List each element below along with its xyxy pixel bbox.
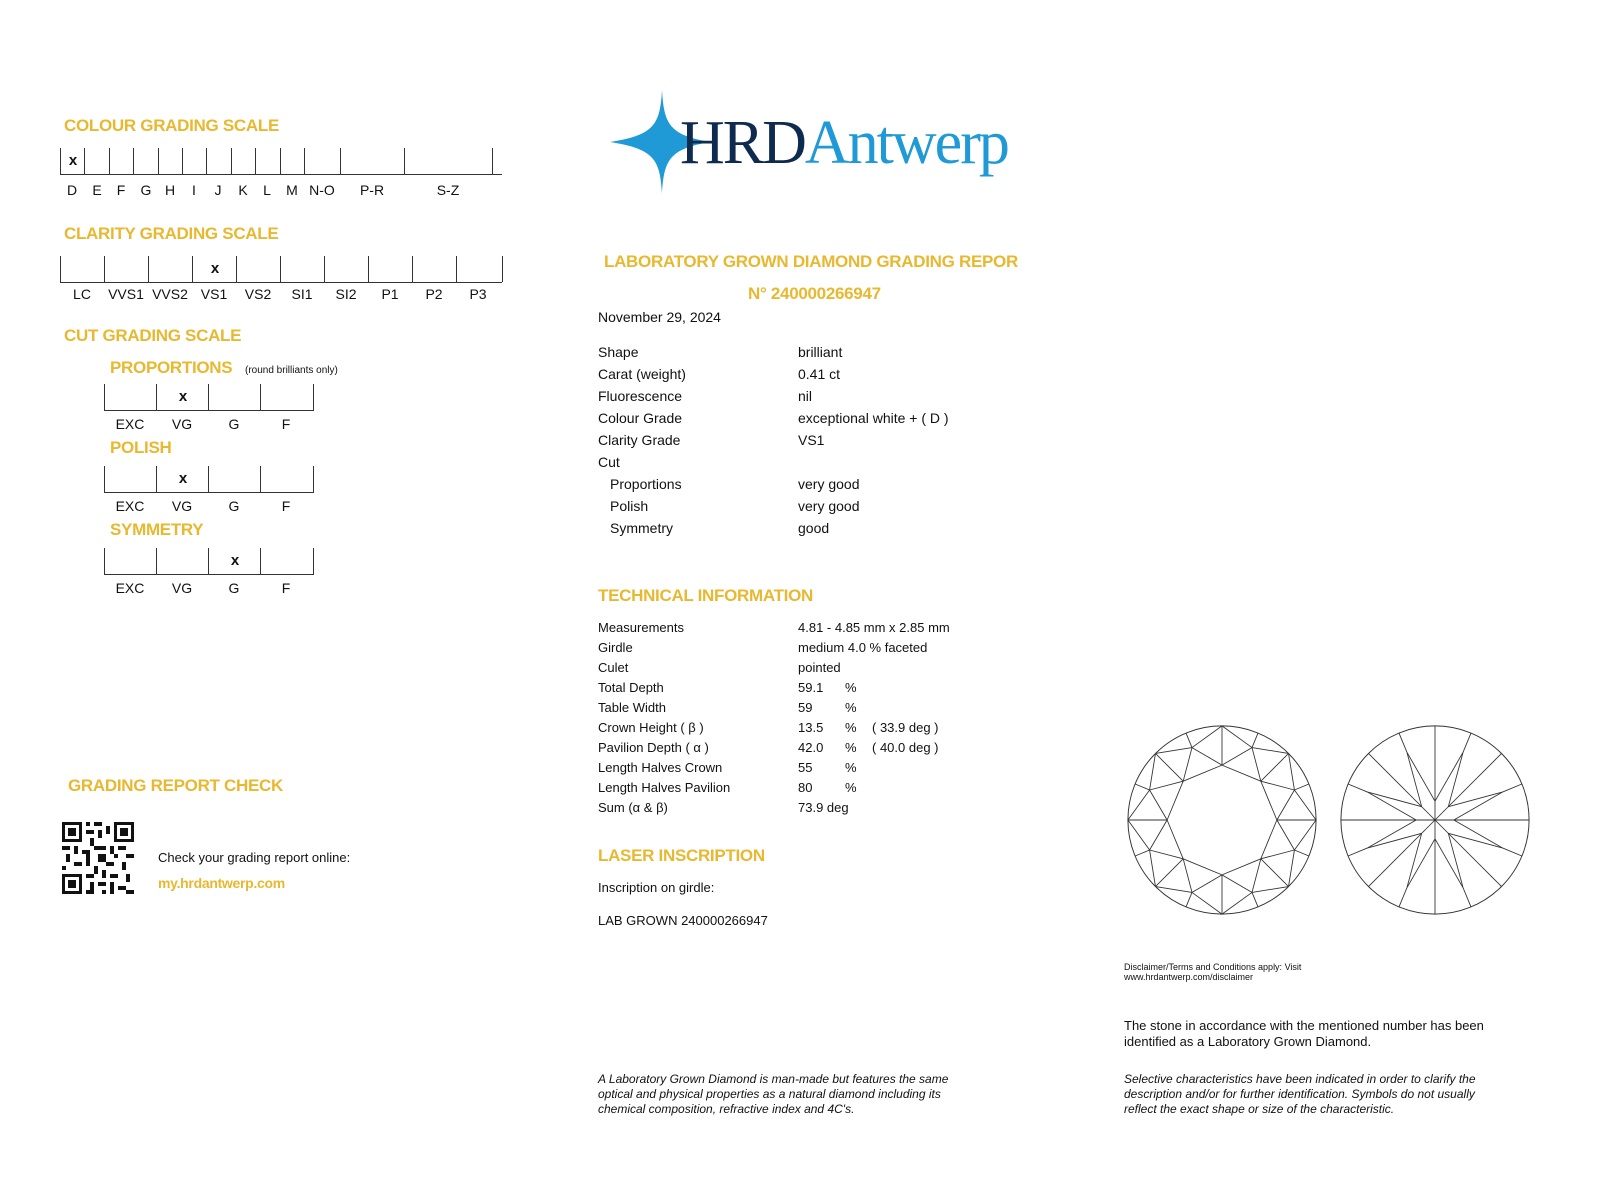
polish-scale bbox=[104, 466, 314, 493]
crown-view-icon bbox=[1124, 722, 1320, 918]
facet-line bbox=[1261, 753, 1289, 781]
colour-scale-labels bbox=[60, 182, 502, 200]
clarity-label: VVS1 bbox=[108, 286, 144, 302]
grade-row bbox=[598, 432, 1058, 448]
facet-line bbox=[1294, 784, 1308, 790]
technical-row bbox=[598, 740, 1058, 755]
facet-line bbox=[1222, 875, 1252, 893]
facet-line bbox=[1448, 833, 1502, 848]
technical-unit: % bbox=[845, 720, 857, 735]
grade-label: Fluorescence bbox=[598, 388, 683, 404]
colour-cell-h bbox=[158, 148, 183, 174]
symmetry-labels bbox=[104, 580, 314, 598]
grade-value: brilliant bbox=[798, 344, 843, 360]
technical-value: 55 bbox=[798, 760, 813, 775]
technical-label: Total Depth bbox=[598, 680, 664, 695]
proportions-label: G bbox=[228, 416, 240, 432]
clarity-scale-labels bbox=[60, 286, 502, 304]
polish-label: VG bbox=[171, 498, 193, 514]
symmetry-label: EXC bbox=[115, 580, 145, 596]
technical-unit: % bbox=[845, 700, 857, 715]
facet-line bbox=[1448, 792, 1502, 807]
facet-line bbox=[1252, 748, 1261, 782]
clarity-cell-p2 bbox=[412, 256, 457, 282]
colour-label: D bbox=[66, 182, 78, 198]
facet-line bbox=[1435, 820, 1502, 887]
colour-scale-title: COLOUR GRADING SCALE bbox=[64, 116, 280, 135]
polish-label: G bbox=[228, 498, 240, 514]
technical-label: Girdle bbox=[598, 640, 633, 655]
technical-row bbox=[598, 620, 1058, 635]
facet-line bbox=[1167, 781, 1183, 820]
facet-line bbox=[1367, 820, 1416, 848]
facet-line bbox=[1407, 752, 1435, 801]
facet-line bbox=[1135, 850, 1149, 856]
facet-line bbox=[1399, 733, 1407, 752]
colour-scale bbox=[60, 148, 502, 175]
grade-value: very good bbox=[798, 498, 860, 514]
facet-line bbox=[1183, 748, 1192, 782]
clarity-label: VS2 bbox=[244, 286, 272, 302]
technical-row bbox=[598, 640, 1058, 655]
polish-cell-g bbox=[208, 466, 261, 492]
grade-row bbox=[598, 476, 1058, 492]
colour-label: L bbox=[263, 182, 271, 198]
colour-cell-m bbox=[280, 148, 305, 174]
facet-line bbox=[1252, 859, 1261, 893]
laser-value: LAB GROWN 240000266947 bbox=[598, 913, 768, 928]
colour-label: K bbox=[238, 182, 248, 198]
grade-label: Proportions bbox=[610, 476, 682, 492]
colour-cell-f bbox=[109, 148, 134, 174]
clarity-scale bbox=[60, 256, 502, 283]
symmetry-label: G bbox=[228, 580, 240, 596]
colour-label: E bbox=[92, 182, 102, 198]
facet-line bbox=[1183, 765, 1222, 781]
colour-cell-p-r bbox=[340, 148, 405, 174]
clarity-cell-vvs1 bbox=[104, 256, 149, 282]
crown-diagram bbox=[1124, 722, 1320, 918]
facet-line bbox=[1348, 848, 1367, 856]
polish-title: POLISH bbox=[110, 438, 172, 457]
polish-cell-vg bbox=[156, 466, 209, 492]
facet-line bbox=[1463, 888, 1471, 907]
grade-label: Clarity Grade bbox=[598, 432, 681, 448]
technical-label: Length Halves Crown bbox=[598, 760, 723, 775]
colour-cell-e bbox=[84, 148, 110, 174]
grade-row bbox=[598, 498, 1058, 514]
facet-line bbox=[1261, 820, 1277, 859]
clarity-mark: x bbox=[210, 260, 220, 277]
facet-line bbox=[1183, 859, 1222, 875]
technical-value: pointed bbox=[798, 660, 841, 675]
facet-line bbox=[1261, 781, 1295, 790]
facet-line bbox=[1155, 859, 1183, 887]
technical-label: Crown Height ( β ) bbox=[598, 720, 704, 735]
footnote-right-line: Selective characteristics have been indicated in order to clarify the bbox=[1124, 1072, 1476, 1086]
polish-label: F bbox=[281, 498, 291, 514]
technical-value: 4.81 - 4.85 mm x 2.85 mm bbox=[798, 620, 950, 635]
proportions-cell-vg bbox=[156, 384, 209, 410]
clarity-label: P1 bbox=[381, 286, 399, 302]
facet-line bbox=[1463, 733, 1471, 752]
technical-extra: ( 40.0 deg ) bbox=[872, 740, 939, 755]
grade-label: Symmetry bbox=[610, 520, 673, 536]
facet-line bbox=[1277, 790, 1295, 820]
facet-line bbox=[1277, 820, 1295, 850]
facet-line bbox=[1192, 875, 1222, 893]
clarity-label: LC bbox=[73, 286, 91, 302]
facet-line bbox=[1167, 820, 1183, 859]
report-check-link[interactable]: my.hrdantwerp.com bbox=[158, 875, 285, 891]
grade-value: VS1 bbox=[798, 432, 825, 448]
clarity-cell-lc bbox=[60, 256, 105, 282]
report-title: LABORATORY GROWN DIAMOND GRADING REPOR bbox=[604, 252, 1018, 271]
colour-label: M bbox=[286, 182, 298, 198]
footnote-left-line: A Laboratory Grown Diamond is man-made but features the same bbox=[598, 1072, 949, 1086]
symmetry-cell-g bbox=[208, 548, 261, 574]
symmetry-scale bbox=[104, 548, 314, 575]
hrd-antwerp-logo bbox=[610, 90, 1030, 200]
clarity-cell-p1 bbox=[368, 256, 413, 282]
colour-cell-n-o bbox=[304, 148, 341, 174]
facet-line bbox=[1368, 753, 1435, 820]
grade-row bbox=[598, 366, 1058, 382]
colour-label: I bbox=[192, 182, 196, 198]
polish-cell-f bbox=[260, 466, 314, 492]
clarity-cell-si2 bbox=[324, 256, 369, 282]
facet-line bbox=[1368, 820, 1435, 887]
clarity-label: P3 bbox=[469, 286, 487, 302]
facet-line bbox=[1252, 733, 1258, 747]
logo-text bbox=[680, 108, 1008, 178]
facet-line bbox=[1150, 790, 1168, 820]
pavilion-diagram bbox=[1337, 722, 1533, 918]
clarity-cell-vvs2 bbox=[148, 256, 193, 282]
symmetry-label: VG bbox=[171, 580, 193, 596]
colour-label: S-Z bbox=[436, 182, 460, 198]
report-date: November 29, 2024 bbox=[598, 309, 721, 325]
facet-line bbox=[1186, 892, 1192, 906]
technical-label: Measurements bbox=[598, 620, 684, 635]
logo-word-hrd: HRD bbox=[680, 109, 805, 177]
clarity-label: SI2 bbox=[335, 286, 357, 302]
facet-line bbox=[1407, 833, 1422, 887]
facet-line bbox=[1294, 850, 1308, 856]
grade-value: very good bbox=[798, 476, 860, 492]
facet-line bbox=[1367, 833, 1421, 848]
grade-label: Cut bbox=[598, 454, 620, 470]
footnote-right-line: reflect the exact shape or size of the characteristic. bbox=[1124, 1102, 1395, 1116]
polish-mark: x bbox=[178, 470, 188, 487]
grade-label: Carat (weight) bbox=[598, 366, 686, 382]
colour-label: G bbox=[140, 182, 152, 198]
technical-unit: % bbox=[845, 740, 857, 755]
clarity-label: P2 bbox=[425, 286, 443, 302]
symmetry-mark: x bbox=[230, 552, 240, 569]
identification-statement bbox=[1124, 1018, 1484, 1050]
facet-line bbox=[1261, 781, 1277, 820]
proportions-cell-g bbox=[208, 384, 261, 410]
report-check-text: Check your grading report online: bbox=[158, 850, 351, 865]
facet-line bbox=[1407, 752, 1422, 806]
grade-row bbox=[598, 520, 1058, 536]
report-number: N° 240000266947 bbox=[748, 284, 881, 303]
laser-label: Inscription on girdle: bbox=[598, 880, 715, 895]
technical-unit: % bbox=[845, 680, 857, 695]
report-check-title: GRADING REPORT CHECK bbox=[68, 776, 284, 795]
grade-value: good bbox=[798, 520, 830, 536]
footnote-left-line: chemical composition, refractive index and 4C's. bbox=[598, 1102, 855, 1116]
technical-row bbox=[598, 800, 1058, 815]
facet-line bbox=[1261, 859, 1289, 887]
proportions-mark: x bbox=[178, 388, 188, 405]
technical-row bbox=[598, 760, 1058, 775]
symmetry-cell-f bbox=[260, 548, 314, 574]
facet-line bbox=[1435, 752, 1463, 801]
clarity-label: SI1 bbox=[291, 286, 313, 302]
technical-row bbox=[598, 660, 1058, 675]
technical-unit: % bbox=[845, 760, 857, 775]
technical-unit: % bbox=[845, 780, 857, 795]
disclaimer-link[interactable]: www.hrdantwerp.com/disclaimer bbox=[1124, 972, 1254, 982]
technical-row bbox=[598, 780, 1058, 795]
footnote-right-line: description and/or for further identification. Symbols do not usually bbox=[1124, 1087, 1475, 1101]
identification-line: The stone in accordance with the mentioned number has been bbox=[1124, 1018, 1484, 1033]
grade-label: Colour Grade bbox=[598, 410, 683, 426]
colour-cell-l bbox=[255, 148, 281, 174]
technical-label: Length Halves Pavilion bbox=[598, 780, 731, 795]
facet-line bbox=[1435, 839, 1463, 888]
technical-extra: ( 33.9 deg ) bbox=[872, 720, 939, 735]
symmetry-title: SYMMETRY bbox=[110, 520, 204, 539]
proportions-label: VG bbox=[171, 416, 193, 432]
proportions-scale bbox=[104, 384, 314, 411]
clarity-cell-si1 bbox=[280, 256, 325, 282]
colour-label: J bbox=[214, 182, 222, 198]
facet-line bbox=[1150, 820, 1168, 850]
grade-row bbox=[598, 410, 1058, 426]
grade-value: 0.41 ct bbox=[798, 366, 841, 382]
proportions-label: EXC bbox=[115, 416, 145, 432]
colour-cell-k bbox=[231, 148, 256, 174]
disclaimer bbox=[1124, 962, 1301, 982]
technical-value: 13.5 bbox=[798, 720, 824, 735]
facet-line bbox=[1192, 748, 1222, 766]
technical-title: TECHNICAL INFORMATION bbox=[598, 586, 813, 605]
facet-line bbox=[1367, 792, 1416, 820]
facet-line bbox=[1150, 781, 1184, 790]
disclaimer-line: Disclaimer/Terms and Conditions apply: Visit bbox=[1124, 962, 1302, 972]
proportions-labels bbox=[104, 416, 314, 434]
facet-line bbox=[1252, 892, 1258, 906]
facet-line bbox=[1183, 859, 1192, 893]
facet-line bbox=[1503, 784, 1522, 792]
facet-line bbox=[1222, 765, 1261, 781]
facet-line bbox=[1367, 792, 1421, 807]
colour-cell-s-z bbox=[404, 148, 493, 174]
technical-value: 59 bbox=[798, 700, 813, 715]
colour-cell-j bbox=[206, 148, 232, 174]
clarity-scale-title: CLARITY GRADING SCALE bbox=[64, 224, 279, 243]
proportions-title: PROPORTIONS bbox=[110, 358, 233, 377]
identification-line: identified as a Laboratory Grown Diamond. bbox=[1124, 1034, 1372, 1049]
colour-label: N-O bbox=[309, 182, 335, 198]
proportions-cell-exc bbox=[104, 384, 157, 410]
grade-label: Shape bbox=[598, 344, 639, 360]
technical-value: medium 4.0 % faceted bbox=[798, 640, 928, 655]
clarity-cell-vs2 bbox=[236, 256, 281, 282]
technical-value: 73.9 deg bbox=[798, 800, 849, 815]
facet-line bbox=[1150, 850, 1184, 859]
pavilion-view-icon bbox=[1337, 722, 1533, 918]
facet-line bbox=[1399, 888, 1407, 907]
clarity-cell-vs1 bbox=[192, 256, 237, 282]
colour-cell-g bbox=[133, 148, 159, 174]
colour-label: F bbox=[116, 182, 126, 198]
proportions-note: (round brilliants only) bbox=[245, 365, 338, 376]
clarity-cell-p3 bbox=[456, 256, 503, 282]
symmetry-label: F bbox=[281, 580, 291, 596]
grade-value: exceptional white + ( D ) bbox=[798, 410, 949, 426]
facet-line bbox=[1261, 850, 1295, 859]
facet-line bbox=[1407, 839, 1435, 888]
colour-label: H bbox=[164, 182, 176, 198]
facet-line bbox=[1222, 748, 1252, 766]
grade-row bbox=[598, 388, 1058, 404]
proportions-cell-f bbox=[260, 384, 314, 410]
technical-label: Table Width bbox=[598, 700, 666, 715]
footnote-right bbox=[1124, 1072, 1564, 1117]
footnote-left-line: optical and physical properties as a natural diamond including its bbox=[598, 1087, 941, 1101]
facet-line bbox=[1454, 820, 1503, 848]
facet-line bbox=[1435, 753, 1502, 820]
technical-value: 42.0 bbox=[798, 740, 824, 755]
colour-label: P-R bbox=[359, 182, 385, 198]
technical-row bbox=[598, 720, 1058, 735]
facet-line bbox=[1348, 784, 1367, 792]
symmetry-cell-vg bbox=[156, 548, 209, 574]
grade-value: nil bbox=[798, 388, 813, 404]
facet-line bbox=[1503, 848, 1522, 856]
polish-cell-exc bbox=[104, 466, 157, 492]
facet-line bbox=[1135, 784, 1149, 790]
proportions-label: F bbox=[281, 416, 291, 432]
qr-code-icon[interactable] bbox=[62, 822, 134, 894]
colour-cell-d bbox=[60, 148, 85, 174]
technical-value: 80 bbox=[798, 780, 813, 795]
grade-row bbox=[598, 344, 1058, 360]
technical-label: Pavilion Depth ( α ) bbox=[598, 740, 709, 755]
technical-label: Culet bbox=[598, 660, 629, 675]
logo-word-antwerp: Antwerp bbox=[804, 109, 1008, 177]
facet-line bbox=[1448, 752, 1463, 806]
facet-line bbox=[1155, 753, 1183, 781]
colour-mark: x bbox=[68, 152, 78, 169]
technical-label: Sum (α & β) bbox=[598, 800, 668, 815]
technical-value: 59.1 bbox=[798, 680, 824, 695]
polish-label: EXC bbox=[115, 498, 145, 514]
footnote-left bbox=[598, 1072, 1038, 1117]
facet-line bbox=[1222, 859, 1261, 875]
laser-title: LASER INSCRIPTION bbox=[598, 846, 765, 865]
clarity-label: VS1 bbox=[200, 286, 228, 302]
clarity-label: VVS2 bbox=[152, 286, 188, 302]
symmetry-cell-exc bbox=[104, 548, 157, 574]
colour-cell-i bbox=[182, 148, 207, 174]
polish-labels bbox=[104, 498, 314, 516]
cut-scale-title: CUT GRADING SCALE bbox=[64, 326, 242, 345]
facet-line bbox=[1448, 833, 1463, 887]
technical-row bbox=[598, 680, 1058, 695]
grade-label: Polish bbox=[610, 498, 649, 514]
grade-row bbox=[598, 454, 1058, 470]
facet-line bbox=[1186, 733, 1192, 747]
facet-line bbox=[1454, 792, 1503, 820]
technical-row bbox=[598, 700, 1058, 715]
